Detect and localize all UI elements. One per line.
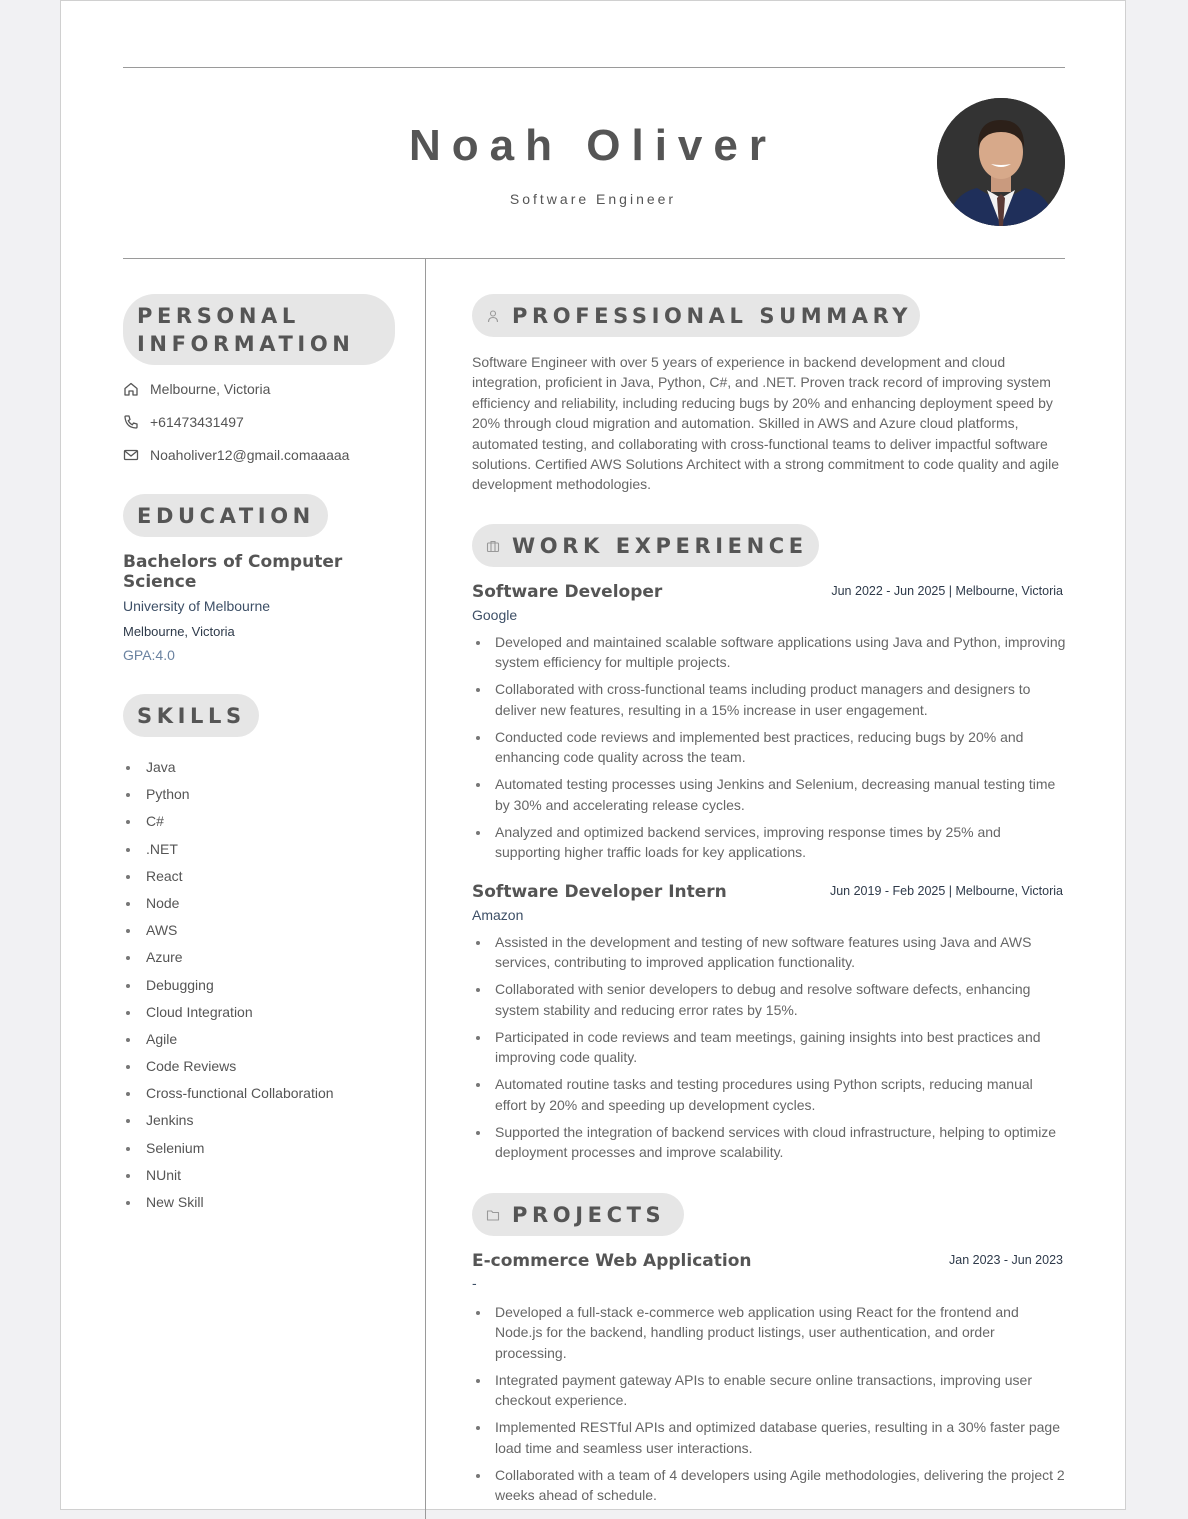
list-item: Jenkins bbox=[123, 1107, 334, 1134]
project-bullets bbox=[472, 1302, 1068, 1512]
list-item: C# bbox=[123, 808, 334, 835]
contact-phone bbox=[123, 414, 244, 430]
briefcase-icon bbox=[486, 539, 500, 553]
mail-icon bbox=[123, 447, 139, 463]
job-title: Software Developer bbox=[472, 582, 663, 602]
list-item: Code Reviews bbox=[123, 1053, 334, 1080]
school-location: Melbourne, Victoria bbox=[123, 624, 235, 639]
personal-info-heading: PERSONAL INFORMATION bbox=[123, 294, 395, 365]
list-item: Collaborated with a team of 4 developers using Agile methodologies, delivering the project 2 weeks ahead of schedule. bbox=[472, 1465, 1068, 1506]
list-item: Cross-functional Collaboration bbox=[123, 1080, 334, 1107]
list-item: Participated in code reviews and team meetings, gaining insights into best practices and improving code quality. bbox=[472, 1027, 1068, 1068]
home-icon bbox=[123, 381, 139, 397]
list-item: NUnit bbox=[123, 1162, 334, 1189]
phone-icon bbox=[123, 414, 139, 430]
portrait-image bbox=[937, 98, 1065, 226]
list-item: Azure bbox=[123, 944, 334, 971]
list-item: Conducted code reviews and implemented best practices, reducing bugs by 20% and enhancing code quality across the team. bbox=[472, 727, 1068, 768]
list-item: Automated testing processes using Jenkins and Selenium, decreasing manual testing time by 30% and accelerating release cycles. bbox=[472, 774, 1068, 815]
summary-heading: PROFESSIONAL SUMMARY bbox=[472, 294, 920, 337]
candidate-name: Noah Oliver bbox=[409, 121, 777, 170]
contact-email bbox=[123, 447, 349, 463]
list-item: Developed a full-stack e-commerce web application using React for the frontend and Node.js for the backend, handling product listings, user authentication, and order processing. bbox=[472, 1302, 1068, 1363]
job-bullets bbox=[472, 632, 1068, 869]
school-name: University of Melbourne bbox=[123, 598, 271, 614]
list-item: React bbox=[123, 863, 334, 890]
candidate-title: Software Engineer bbox=[509, 191, 677, 207]
degree-title: Bachelors of Computer Science bbox=[123, 552, 343, 592]
job-dates-location: Jun 2022 - Jun 2025 | Melbourne, Victoria bbox=[831, 584, 1063, 598]
column-divider bbox=[425, 259, 426, 1519]
project-title: E-commerce Web Application bbox=[472, 1251, 752, 1271]
job-company: Amazon bbox=[472, 907, 524, 923]
list-item: Integrated payment gateway APIs to enable secure online transactions, improving user checkout experience. bbox=[472, 1370, 1068, 1411]
list-item: Analyzed and optimized backend services, improving response times by 25% and supporting higher traffic loads for key applications. bbox=[472, 822, 1068, 863]
folder-icon bbox=[486, 1208, 500, 1222]
job-title: Software Developer Intern bbox=[472, 882, 727, 902]
project-subtitle: - bbox=[472, 1275, 477, 1291]
list-item: Node bbox=[123, 890, 334, 917]
list-item: Cloud Integration bbox=[123, 999, 334, 1026]
job-bullets bbox=[472, 932, 1068, 1169]
list-item: Developed and maintained scalable software applications using Java and Python, improving system efficiency for multiple projects. bbox=[472, 632, 1068, 673]
avatar bbox=[937, 98, 1065, 226]
list-item: Collaborated with cross-functional teams including product managers and designers to deliver new features, resulting in a 15% increase in user engagement. bbox=[472, 679, 1068, 720]
job-company: Google bbox=[472, 607, 518, 623]
list-item: Automated routine tasks and testing procedures using Python scripts, reducing manual effort by 20% and speeding up development cycles. bbox=[472, 1074, 1068, 1115]
list-item: Assisted in the development and testing of new software features using Java and AWS services, contributing to improved application functionality. bbox=[472, 932, 1068, 973]
job-dates-location: Jun 2019 - Feb 2025 | Melbourne, Victoria bbox=[829, 884, 1063, 898]
list-item: New Skill bbox=[123, 1189, 334, 1216]
education-heading: EDUCATION bbox=[123, 494, 328, 537]
gpa: GPA:4.0 bbox=[123, 647, 175, 663]
list-item: .NET bbox=[123, 836, 334, 863]
work-heading: WORK EXPERIENCE bbox=[472, 524, 819, 567]
list-item: AWS bbox=[123, 917, 334, 944]
list-item: Supported the integration of backend services with cloud infrastructure, helping to optimize deployment processes and improve scalability. bbox=[472, 1122, 1068, 1163]
header-divider bbox=[123, 258, 1065, 259]
list-item: Python bbox=[123, 781, 334, 808]
skills-list bbox=[123, 754, 334, 1216]
summary-text: Software Engineer with over 5 years of experience in backend development and cloud integration, proficient in Java, Python, C#, and .NET. Proven track record of improving system efficiency and reliability, including reducing bugs by 20% and enhancing deployment speed by 20% through cloud migration and automation. Skilled in AWS and Azure cloud platforms, automated testing, and collaborating with cross-functional teams to deliver impactful software solutions. Certified AWS Solutions Architect with a strong commitment to code quality and agile development methodologies. bbox=[472, 354, 1059, 493]
project-dates: Jan 2023 - Jun 2023 bbox=[949, 1253, 1063, 1267]
top-divider bbox=[123, 67, 1065, 68]
projects-heading: PROJECTS bbox=[472, 1193, 684, 1236]
phone-text: +61473431497 bbox=[150, 414, 244, 430]
list-item: Debugging bbox=[123, 972, 334, 999]
skills-heading: SKILLS bbox=[123, 694, 259, 737]
location-text: Melbourne, Victoria bbox=[150, 381, 271, 397]
email-text: Noaholiver12@gmail.comaaaaa bbox=[150, 447, 350, 463]
list-item: Selenium bbox=[123, 1135, 334, 1162]
list-item: Agile bbox=[123, 1026, 334, 1053]
list-item: Java bbox=[123, 754, 334, 781]
contact-location bbox=[123, 381, 270, 397]
user-icon bbox=[486, 309, 500, 323]
list-item: Implemented RESTful APIs and optimized database queries, resulting in a 30% faster page load time and seamless user interactions. bbox=[472, 1417, 1068, 1458]
resume-page bbox=[60, 0, 1126, 1510]
list-item: Collaborated with senior developers to debug and resolve software defects, enhancing system stability and reducing error rates by 15%. bbox=[472, 979, 1068, 1020]
